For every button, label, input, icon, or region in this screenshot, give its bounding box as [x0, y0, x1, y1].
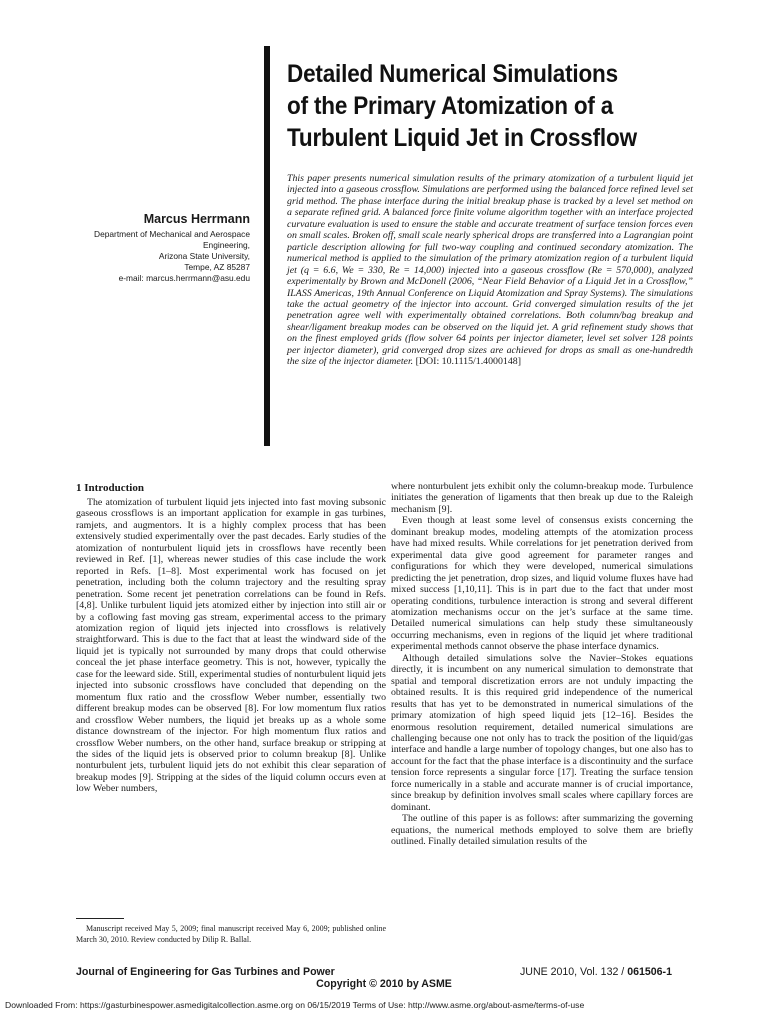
- author-email[interactable]: e-mail: marcus.herrmann@asu.edu: [118, 273, 250, 283]
- abstract-text: This paper presents numerical simulation results of the primary atomization of a turbulent liquid jet injected into a gaseous crossflow. Simulations are performed using the balanced force refined level set grid method. The phase interface during the initial breakup phase is tracked by a level set method on a separate refined grid. A balanced force finite volume algorithm together with an interface projected curvature evaluation is used to ensure the stable and accurate treatment of surface tension forces even on small scales. Broken off, small scale nearly spherical drops are transferred into a Lagrangian point particle description allowing for full two-way coupling and continued secondary atomization. The numerical method is applied to the simulation of the primary atomization region of a turbulent liquid jet (q = 6.6, We = 330, Re = 14,000) injected into a gaseous crossflow (Re = 570,000), analyzed experimentally by Brown and McDonell (2006, “Near Field Behavior of a Liquid Jet in a Crossflow,” ILASS Americas, 19th Annual Conference on Liquid Atomization and Spray Systems). The simulations take the actual geometry of the injector into account. Grid converged simulation results of the jet penetration agree well with experimentally obtained correlations. Both column/bag breakup and shear/ligament breakup modes can be observed on the liquid jet. A grid refinement study shows that on the finest employed grids (flow solver 64 points per injector diameter, level set solver 128 points per injector diameter), grid converged drop sizes are achieved for drops as small as one-hundredth the size of the injector diameter.: [287, 173, 693, 368]
- affiliation-line: Department of Mechanical and Aerospace: [94, 229, 250, 239]
- left-column: [76, 497, 386, 795]
- paragraph: The outline of this paper is as follows: after summarizing the governing equations, the numerical methods employed to solve them are briefly outlined. Finally detailed simulation results of the: [391, 813, 693, 848]
- page-number: 061506-1: [627, 966, 672, 978]
- affiliation-line: Engineering,: [202, 240, 250, 250]
- issue-date: JUNE 2010, Vol. 132 /: [520, 966, 625, 978]
- title-line: Detailed Numerical Simulations: [287, 60, 618, 88]
- abstract: [287, 173, 693, 368]
- copyright: Copyright © 2010 by ASME: [316, 978, 452, 990]
- footnote-rule: [76, 918, 124, 919]
- title-line: Turbulent Liquid Jet in Crossflow: [287, 124, 637, 152]
- title-line: of the Primary Atomization of a: [287, 92, 614, 120]
- paragraph: Even though at least some level of consensus exists concerning the dominant breakup modes, modeling attempts of the atomization process have had mixed results. While correlations for jet penetration derived from experimental data give good agreement for parameter ranges and configurations for which they were developed, numerical simulations predicting the jet penetration, drop sizes, and liquid volume fluxes have had mixed success [1,10,11]. This is in part due to the fact that under most operating conditions, turbulence interaction is strong and several different atomization mechanisms occur on the jet’s surface at the same time. Detailed numerical simulations can help study these simultaneously occurring mechanisms, even in regions of the liquid jet where traditional experimental methods cannot observe the phase interface dynamics.: [391, 515, 693, 653]
- author-name: Marcus Herrmann: [143, 212, 250, 226]
- download-notice[interactable]: Downloaded From: https://gasturbinespower.asmedigitalcollection.asme.org on 06/15/2019 Terms of Use: http://www.asme.org/about-asme/terms-of-use: [5, 1000, 585, 1010]
- title-accent-bar: [264, 46, 270, 446]
- affiliation-line: Tempe, AZ 85287: [184, 262, 250, 272]
- issue-info: [520, 966, 672, 978]
- author-block: [40, 212, 250, 284]
- paragraph: Although detailed simulations solve the Navier–Stokes equations directly, it is incumbent on any numerical simulation to demonstrate that spatial and temporal discretization errors are not unduly impacting the obtained results. It is this required grid independence of the numerical results that has yet to be demonstrated in numerical simulations of the primary atomization of high speed liquid jets [12–16]. Besides the enormous resolution requirement, detailed numerical simulations are challenging because one not only has to track the position of the liquid/gas interface and handle a large number of topology changes, but one also has to account for the fact that the phase interface is a discontinuity and the surface tension force represents a singular force [17]. Treating the surface tension force numerically in a stable and accurate manner is of crucial importance, since breakup by definition involves small scales where capillary forces are dominant.: [391, 652, 693, 813]
- right-column: [391, 481, 693, 848]
- paper-title: [287, 58, 683, 154]
- footnote: Manuscript received May 5, 2009; final manuscript received May 6, 2009; published online March 30, 2010. Review conducted by Dilip R. Ballal.: [76, 924, 386, 944]
- paragraph: The atomization of turbulent liquid jets injected into fast moving subsonic gaseous crossflows is an important application for example in gas turbines, ramjets, and augmentors. It is a highly complex process that has been extensively studied experimentally over the past decades. Early studies of the atomization of nonturbulent liquid jets in crossflows have recently been reviewed in Ref. [1], whereas newer studies of this case include the work reported in Refs. [1–8]. Most experimental work has focused on jet penetration, including both the column trajectory and the resulting spray penetration. Some recent jet penetration correlations can be found in Refs. [4,8]. Unlike turbulent liquid jets atomized either by injection into still air or by a coflowing fast moving gas stream, experimental access to the primary atomization region of liquid jets injected into crossflows is relatively straightforward. This is due to the fact that at least the windward side of the liquid jet is typically not surrounded by many drops that could otherwise conceal the jet phase interface geometry. This is not, however, typically the case for the leeward side. Still, experimental studies of nonturbulent liquid jets injected into subsonic crossflows have concluded that depending on the momentum flux ratio and the crossflow Weber number, essentially two different breakup modes can be observed [8]. For low momentum flux ratios and crossflow Weber numbers, the liquid jet breaks up as a whole some distance downstream of the injector. For high momentum flux ratios and crossflow Weber numbers, on the other hand, surface breakup or stripping at the sides of the liquid jets is observed prior to column breakup [8]. Unlike nonturbulent jets, turbulent liquid jets do not exhibit this clear separation of breakup modes [9]. Stripping at the sides of the liquid column occurs even at low Weber numbers,: [76, 497, 386, 795]
- journal-name: Journal of Engineering for Gas Turbines and Power: [76, 966, 335, 978]
- doi-link[interactable]: [DOI: 10.1115/1.4000148]: [415, 356, 522, 368]
- paragraph: where nonturbulent jets exhibit only the column-breakup mode. Turbulence initiates the generation of ligaments that then break up due to the Raleigh mechanism [9].: [391, 481, 693, 515]
- section-heading: 1 Introduction: [76, 482, 144, 494]
- affiliation-line: Arizona State University,: [158, 251, 250, 261]
